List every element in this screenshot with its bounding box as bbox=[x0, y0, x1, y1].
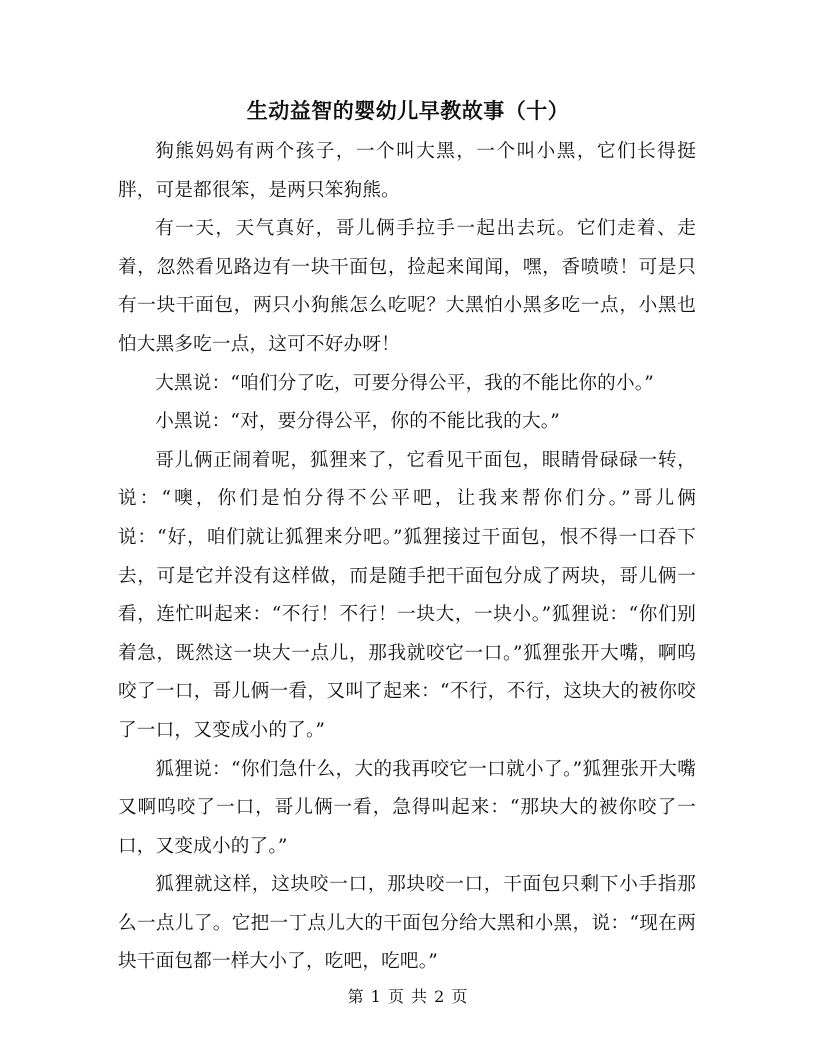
paragraph: 有一天，天气真好，哥儿俩手拉手一起出去玩。它们走着、走着，忽然看见路边有一块干面包，捡起来闻闻，嘿，香喷喷！可是只有一块干面包，两只小狗熊怎么吃呢？大黑怕小黑多吃一点，小黑也怕大黑多吃一点，这可不好办呀！ bbox=[118, 218, 696, 355]
paragraph: 哥儿俩正闹着呢，狐狸来了，它看见干面包，眼睛骨碌碌一转，说：“噢，你们是怕分得不公平吧，让我来帮你们分。”哥儿俩说：“好，咱们就让狐狸来分吧。”狐狸接过干面包，恨不得一口吞下去，可是它并没有这样做，而是随手把干面包分成了两块，哥儿俩一看，连忙叫起来：“不行！不行！一块大，一块小。”狐狸说：“你们别着急，既然这一块大一点儿，那我就咬它一口。”狐狸张开大嘴，啊呜咬了一口，哥儿俩一看，又叫了起来：“不行，不行，这块大的被你咬了一口，又变成小的了。” bbox=[118, 449, 696, 741]
story-body bbox=[118, 133, 696, 982]
page-title: 生动益智的婴幼儿早教故事（十） bbox=[246, 98, 570, 123]
paragraph: 狐狸就这样，这块咬一口，那块咬一口，干面包只剩下小手指那么一点儿了。它把一丁点儿大的干面包分给大黑和小黑，说：“现在两块干面包都一样大小了，吃吧，吃吧。” bbox=[118, 874, 696, 973]
paragraph: 小黑说：“对，要分得公平，你的不能比我的大。” bbox=[155, 411, 560, 433]
paragraph: 大黑说：“咱们分了吃，可要分得公平，我的不能比你的小。” bbox=[155, 372, 654, 394]
page-number: 第 1 页 共 2 页 bbox=[347, 987, 469, 1006]
paragraph: 狐狸说：“你们急什么，大的我再咬它一口就小了。”狐狸张开大嘴又啊呜咬了一口，哥儿俩一看，急得叫起来：“那块大的被你咬了一口，又变成小的了。” bbox=[118, 758, 696, 857]
paragraph: 狗熊妈妈有两个孩子，一个叫大黑，一个叫小黑，它们长得挺胖，可是都很笨，是两只笨狗熊。 bbox=[118, 141, 696, 201]
page-footer bbox=[0, 986, 816, 1008]
